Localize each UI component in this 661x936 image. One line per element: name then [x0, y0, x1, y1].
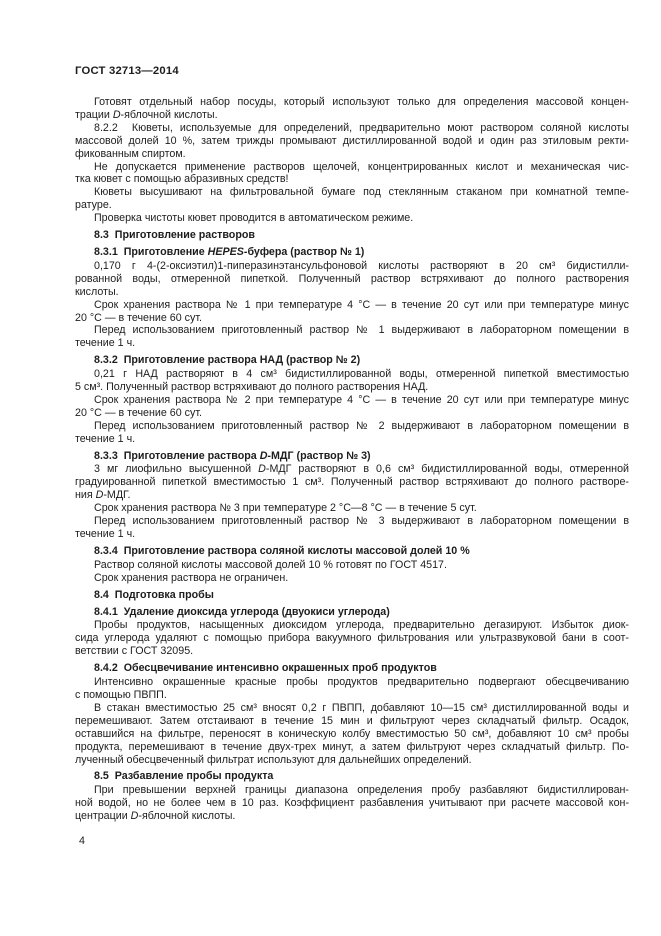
section-heading: 8.5 Разбавление пробы продукта: [94, 770, 274, 783]
text-line: 0,21 г НАД растворяют в 4 см³ бидистиллированной воды, отмеренной пипеткой вместимостью: [94, 368, 629, 381]
paragraph: [75, 463, 629, 502]
paragraph: [75, 515, 629, 541]
text-line: Перед использованием приготовленный раствор № 2 выдерживают в лабораторном помещении в: [94, 419, 629, 432]
italic-term: D: [258, 463, 266, 476]
italic-term: D: [112, 108, 121, 121]
text-line: сида углерода удаляют с помощью прибора вакуумного фильтрования или ультразвуковой бани в соот-: [75, 632, 629, 645]
paragraph: [75, 619, 629, 658]
paragraph: [75, 502, 629, 515]
paragraph: [75, 572, 629, 585]
section-heading: 8.4.2 Обесцвечивание интенсивно окрашенных проб продуктов: [94, 662, 437, 675]
paragraph: [75, 299, 629, 325]
italic-term: HEPES: [207, 245, 244, 258]
section-heading: 8.4.1 Удаление диоксида углерода (двуокиси углерода): [94, 605, 390, 618]
text-line: Кюветы высушивают на фильтровальной бумаге под стеклянным стаканом при комнатной темпе-: [94, 186, 629, 199]
paragraph: [75, 186, 629, 212]
section-heading: 8.3.4 Приготовление раствора соляной кислоты массовой долей 10 %: [94, 544, 470, 557]
italic-term: D: [130, 810, 139, 823]
text-line: Проверка чистоты кювет проводится в автоматическом режиме.: [94, 212, 414, 225]
text-line: рованной воды, отмеренной пипеткой. Полученный раствор встряхивают до полного растворения: [75, 272, 629, 285]
page-content: [75, 65, 629, 847]
text-line: Раствор соляной кислоты массовой долей 10 % готовят по ГОСТ 4517.: [94, 558, 447, 571]
text-line: оставшийся на фильтре, переносят в коническую колбу вместимостью 50 см³, добавляют 10 см³ пробы: [75, 727, 629, 740]
text-line: 5 см³. Полученный раствор встряхивают до полного растворения НАД.: [75, 381, 429, 394]
text-line: ния D-МДГ.: [75, 489, 131, 502]
text-line: ной водой, но не более чем в 10 раз. Коэффициент разбавления учитывают при расчете массовой кон-: [75, 797, 629, 810]
section-heading: 8.3.2 Приготовление раствора НАД (раствор № 2): [94, 354, 361, 367]
paragraph: [75, 96, 629, 122]
text-line: Пробы продуктов, насыщенных диоксидом углерода, предварительно дегазируют. Избыток диок-: [94, 619, 629, 632]
paragraph: [75, 420, 629, 446]
document-body: [75, 96, 629, 823]
text-line: течение 1 ч.: [75, 337, 136, 350]
text-line: тка кювет с помощью абразивных средств!: [75, 173, 289, 186]
text-line: ветствии с ГОСТ 32095.: [75, 645, 194, 658]
text-line: Срок хранения раствора № 2 при температуре 4 °С — в течение 20 сут или при температуре минус: [94, 393, 629, 406]
text-line: 20 °С — в течение 60 сут.: [75, 311, 203, 324]
text-line: При превышении верхней границы диапазона определения пробу разбавляют бидистиллирован-: [94, 784, 629, 797]
section-heading: 8.4 Подготовка пробы: [94, 588, 214, 601]
text-line: Не допускается применение растворов щелочей, концентрированных кислот и механическая чис-: [94, 160, 629, 173]
text-line: течение 1 ч.: [75, 432, 136, 445]
text-line: перемешивают. Затем отстаивают в течение 15 мин и фильтруют через складчатый фильтр. Осадок,: [75, 714, 629, 727]
page-number: 4: [79, 835, 85, 848]
text-line: Готовят отдельный набор посуды, который используют только для определения массовой концен-: [94, 96, 629, 108]
paragraph: [75, 260, 629, 299]
paragraph: [75, 161, 629, 187]
italic-term: D: [95, 489, 104, 502]
section-heading: 8.3 Приготовление растворов: [94, 229, 255, 242]
text-line: 3 мг лиофильно высушенной D-МДГ растворяют в 0,6 см³ бидистиллированной воды, отмеренной: [94, 463, 630, 476]
italic-term: D: [259, 449, 268, 462]
text-line: Перед использованием приготовленный раствор № 1 выдерживают в лабораторном помещении в: [94, 324, 629, 337]
text-line: массовой долей 10 %, затем трижды промывают дистиллированной водой и один раз этиловым ректи-: [75, 134, 629, 147]
text-line: продукта, перемешивают в течение двух-трех минут, а затем фильтруют через складчатый фильтр. По-: [75, 740, 629, 753]
paragraph: [75, 324, 629, 350]
section-heading: 8.3.3 Приготовление раствора D-МДГ (раствор № 3): [94, 449, 371, 462]
paragraph: [75, 122, 629, 161]
text-line: трации D-яблочной кислоты.: [75, 108, 218, 121]
text-line: Перед использованием приготовленный раствор № 3 выдерживают в лабораторном помещении в: [94, 515, 629, 528]
text-line: центрации D-яблочной кислоты.: [75, 810, 236, 823]
text-line: 0,170 г 4-(2-оксиэтил)1-пиперазинэтансульфоновой кислоты растворяют в 20 см³ бидистилли-: [94, 259, 629, 272]
paragraph: [75, 394, 629, 420]
paragraph: [75, 702, 629, 767]
text-line: Срок хранения раствора № 3 при температуре 2 °С—8 °С — в течение 5 сут.: [94, 502, 477, 515]
text-line: Интенсивно окрашенные красные пробы продуктов предварительно подвергают обесцвечиванию: [94, 676, 629, 689]
text-line: фикованным спиртом.: [75, 147, 186, 160]
paragraph: [75, 559, 629, 572]
paragraph: [75, 212, 629, 225]
text-line: лученный обесцвеченный фильтрат используют для дальнейших определений.: [75, 753, 472, 766]
paragraph: [75, 368, 629, 394]
text-line: течение 1 ч.: [75, 528, 136, 540]
text-line: 8.2.2 Кюветы, используемые для определений, предварительно моют раствором соляной кислоты: [94, 121, 629, 134]
text-line: Срок хранения раствора № 1 при температуре 4 °С — в течение 20 сут или при температуре минус: [94, 298, 629, 311]
text-line: градуированной пипеткой вместимостью 1 см³. Полученный раствор встряхивают до полного растворе-: [75, 476, 629, 489]
paragraph: [75, 676, 629, 702]
section-heading: 8.3.1 Приготовление HEPES-буфера (раствор № 1): [94, 245, 365, 258]
document-header: ГОСТ 32713—2014: [75, 65, 179, 77]
text-line: Срок хранения раствора не ограничен.: [94, 571, 289, 584]
text-line: кислоты.: [75, 285, 119, 298]
paragraph: [75, 784, 629, 823]
text-line: ратуре.: [75, 199, 112, 212]
text-line: 20 °С — в течение 60 сут.: [75, 406, 203, 419]
text-line: с помощью ПВПП.: [75, 688, 167, 701]
text-line: В стакан вместимостью 25 см³ вносят 0,2 г ПВПП, добавляют 10—15 см³ дистиллированной воды и: [94, 701, 629, 714]
